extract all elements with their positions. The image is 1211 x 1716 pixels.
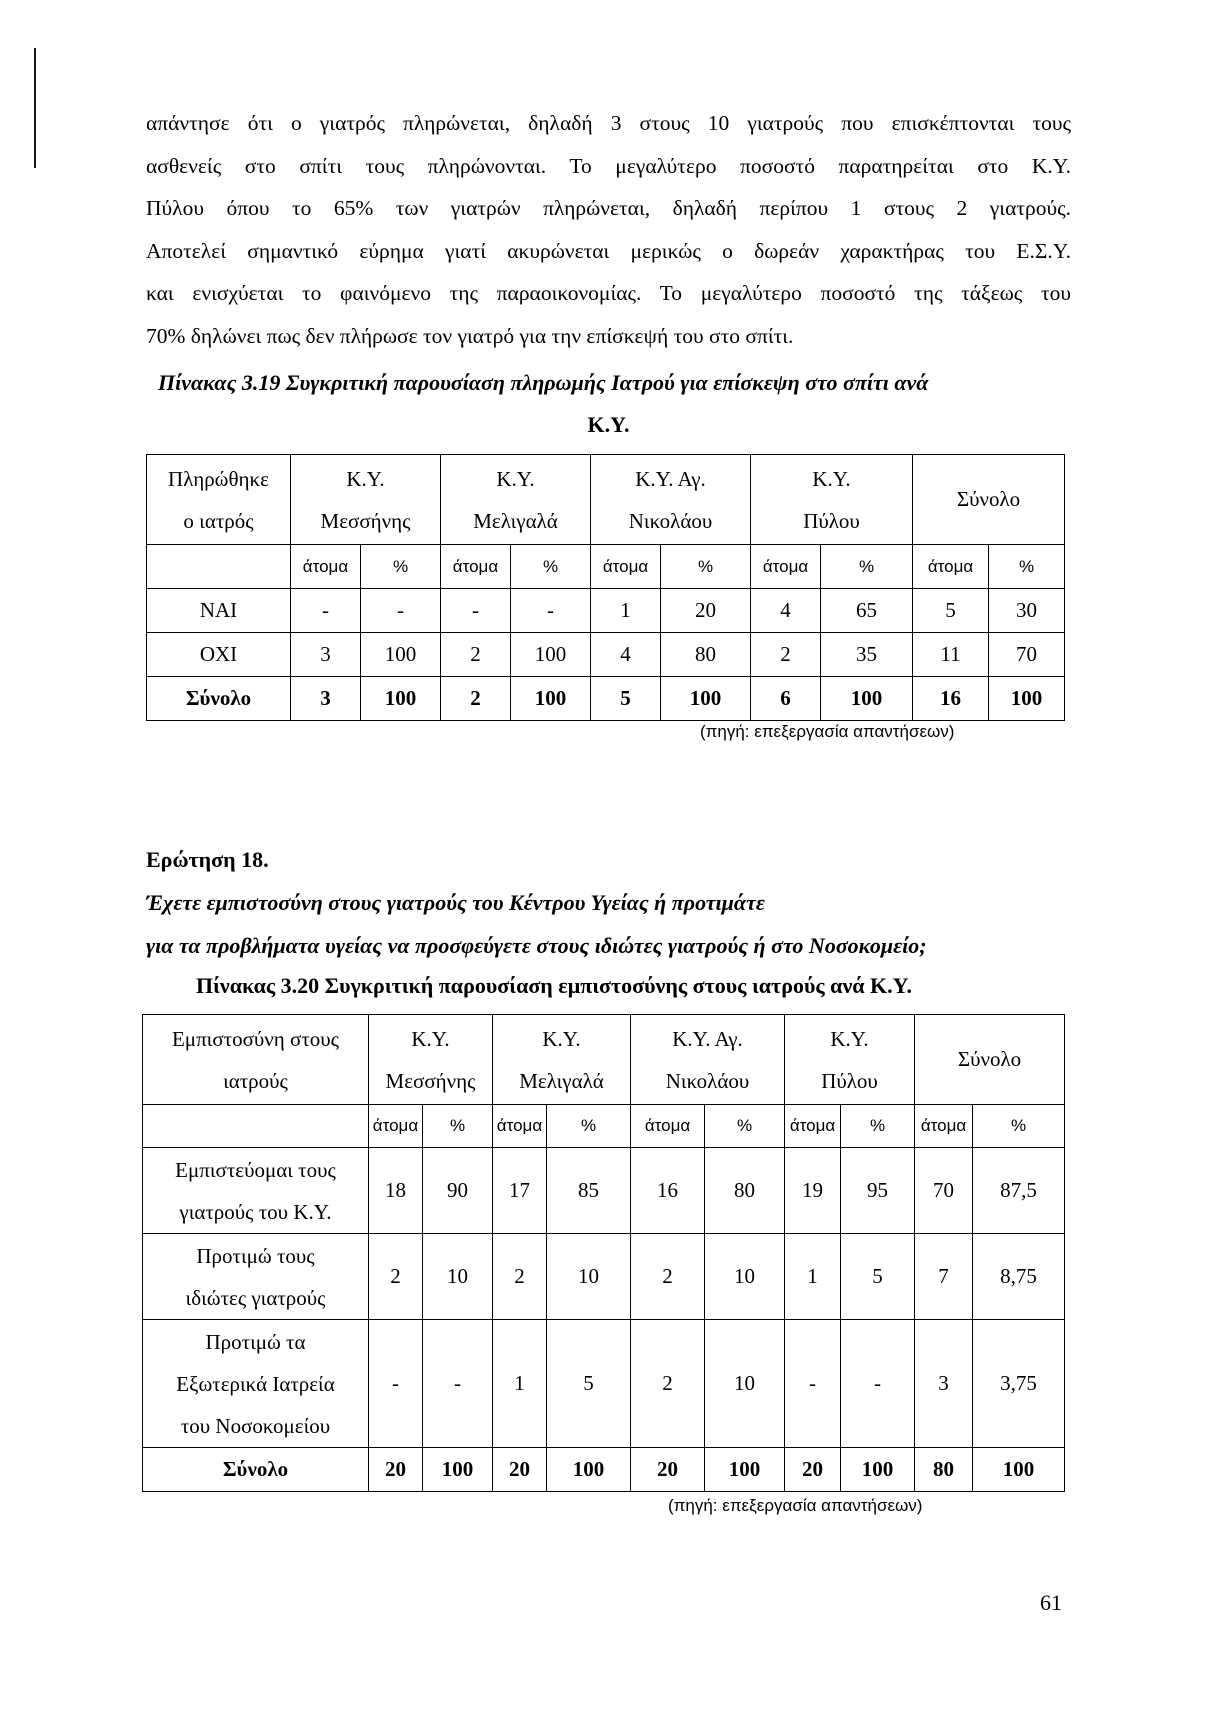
table-cell: 2	[631, 1234, 705, 1320]
table-cell: 20	[785, 1448, 841, 1492]
unit-cell: άτομα	[631, 1105, 705, 1148]
unit-cell: άτομα	[591, 545, 661, 589]
table-cell: 87,5	[973, 1148, 1065, 1234]
unit-cell: %	[661, 545, 751, 589]
table2	[142, 1014, 1065, 1492]
table2-units-empty	[143, 1105, 369, 1148]
table-cell: 90	[423, 1148, 493, 1234]
table1-header-group: Κ.Υ. Μεσσήνης	[291, 455, 441, 545]
paragraph-line: Αποτελεί σημαντικό εύρημα γιατί ακυρώνεται μερικώς ο δωρεάν χαρακτήρας του Ε.Σ.Υ.	[146, 238, 1071, 263]
table-cell: 70	[989, 633, 1065, 677]
unit-cell: άτομα	[441, 545, 511, 589]
table-cell: 80	[661, 633, 751, 677]
table-row-total	[147, 677, 1065, 721]
table2-header-group: Κ.Υ. Πύλου	[785, 1015, 915, 1105]
table-cell: 5	[547, 1320, 631, 1448]
table-cell: 100	[841, 1448, 915, 1492]
row-label: Εμπιστεύομαι τους γιατρούς του Κ.Υ.	[143, 1148, 369, 1234]
unit-cell: άτομα	[493, 1105, 547, 1148]
table-row	[143, 1148, 1065, 1234]
table-cell: 2	[751, 633, 821, 677]
table-cell: 10	[423, 1234, 493, 1320]
table-cell: 80	[915, 1448, 973, 1492]
question-line1	[146, 838, 1071, 924]
table1-header-label: Πληρώθηκε ο ιατρός	[147, 455, 291, 545]
table-row	[143, 1234, 1065, 1320]
unit-cell: %	[973, 1105, 1065, 1148]
table-cell: 100	[705, 1448, 785, 1492]
unit-cell: %	[705, 1105, 785, 1148]
table2-units-row	[143, 1105, 1065, 1148]
table1-caption	[158, 370, 1058, 396]
table-cell: 17	[493, 1148, 547, 1234]
table2-header-total: Σύνολο	[915, 1015, 1065, 1105]
row-label: Προτιμώ τα Εξωτερικά Ιατρεία του Νοσοκομείου	[143, 1320, 369, 1448]
question-18	[146, 838, 1071, 967]
row-label: Σύνολο	[147, 677, 291, 721]
table2-caption: Πίνακας 3.20 Συγκριτική παρουσίαση εμπιστοσύνης στους ιατρούς ανά Κ.Υ.	[196, 973, 913, 998]
table-cell: 100	[511, 677, 591, 721]
question-text-line2: για τα προβλήματα υγείας να προσφεύγετε στους ιδιώτες γιατρούς ή στο Νοσοκομείο;	[146, 933, 927, 958]
paragraph-line: 70% δηλώνει πως δεν πλήρωσε τον γιατρό για την επίσκεψή του στο σπίτι.	[146, 323, 794, 348]
table-cell: 30	[989, 589, 1065, 633]
table-cell: 100	[361, 633, 441, 677]
table-cell: 10	[547, 1234, 631, 1320]
table-cell: 19	[785, 1148, 841, 1234]
unit-cell: %	[989, 545, 1065, 589]
table2-header-group: Κ.Υ. Μεσσήνης	[369, 1015, 493, 1105]
table2-header-group: Κ.Υ. Μελιγαλά	[493, 1015, 631, 1105]
table-cell: -	[441, 589, 511, 633]
unit-cell: %	[547, 1105, 631, 1148]
table-cell: -	[423, 1320, 493, 1448]
table-cell: 5	[913, 589, 989, 633]
table-cell: -	[841, 1320, 915, 1448]
table1-units-row	[147, 545, 1065, 589]
margin-rule	[34, 48, 36, 168]
table2-header-label: Εμπιστοσύνη στους ιατρούς	[143, 1015, 369, 1105]
table-cell: -	[369, 1320, 423, 1448]
table-cell: 85	[547, 1148, 631, 1234]
table-cell: 20	[631, 1448, 705, 1492]
table1-source: (πηγή: επεξεργασία απαντήσεων)	[700, 722, 955, 741]
question-label: Ερώτηση 18.	[146, 847, 269, 872]
table-row	[147, 633, 1065, 677]
table-cell: 70	[915, 1148, 973, 1234]
row-label: Προτιμώ τους ιδιώτες γιατρούς	[143, 1234, 369, 1320]
unit-cell: άτομα	[913, 545, 989, 589]
table1-header-group: Κ.Υ. Αγ. Νικολάου	[591, 455, 751, 545]
page-number: 61	[1040, 1590, 1062, 1615]
unit-cell: %	[821, 545, 913, 589]
table-cell: 4	[591, 633, 661, 677]
unit-cell: άτομα	[291, 545, 361, 589]
table-cell: 18	[369, 1148, 423, 1234]
paragraph-line: απάντησε ότι ο γιατρός πληρώνεται, δηλαδή 3 στους 10 γιατρούς που επισκέπτονται τους	[146, 111, 1071, 135]
table-cell: -	[291, 589, 361, 633]
table-cell: 6	[751, 677, 821, 721]
table1-header-row	[147, 455, 1065, 545]
table-cell: 20	[369, 1448, 423, 1492]
table-cell: 5	[841, 1234, 915, 1320]
table-cell: 8,75	[973, 1234, 1065, 1320]
table1-header-group: Κ.Υ. Μελιγαλά	[441, 455, 591, 545]
table-cell: 4	[751, 589, 821, 633]
paragraph-line: και ενισχύεται το φαινόμενο της παραοικονομίας. Το μεγαλύτερο ποσοστό της τάξεως του	[146, 281, 1071, 305]
table-cell: 10	[705, 1234, 785, 1320]
table-cell: 100	[361, 677, 441, 721]
table1-caption-line1: Πίνακας 3.19 Συγκριτική παρουσίαση πληρωμής Ιατρού για επίσκεψη στο σπίτι ανά	[158, 370, 929, 395]
row-label: ΟΧΙ	[147, 633, 291, 677]
table-cell: 20	[493, 1448, 547, 1492]
unit-cell: άτομα	[785, 1105, 841, 1148]
table-cell: 2	[493, 1234, 547, 1320]
table-row-total	[143, 1448, 1065, 1492]
table-cell: 2	[441, 677, 511, 721]
table-cell: 3	[291, 633, 361, 677]
table-cell: 3	[291, 677, 361, 721]
paragraph-line: ασθενείς στο σπίτι τους πληρώνονται. Το μεγαλύτερο ποσοστό παρατηρείται στο Κ.Υ.	[146, 153, 1071, 178]
table-cell: 2	[441, 633, 511, 677]
question-text-line1: Έχετε εμπιστοσύνη στους γιατρούς του Κέντρου Υγείας ή προτιμάτε	[146, 890, 765, 915]
table1-header-group: Κ.Υ. Πύλου	[751, 455, 913, 545]
table-cell: 100	[821, 677, 913, 721]
table-cell: -	[511, 589, 591, 633]
table-cell: 16	[631, 1148, 705, 1234]
table-cell: 100	[423, 1448, 493, 1492]
unit-cell: %	[423, 1105, 493, 1148]
table2-header-group: Κ.Υ. Αγ. Νικολάου	[631, 1015, 785, 1105]
table-cell: 11	[913, 633, 989, 677]
table-cell: 80	[705, 1148, 785, 1234]
table2-header-row	[143, 1015, 1065, 1105]
unit-cell: %	[511, 545, 591, 589]
table-cell: 16	[913, 677, 989, 721]
table-cell: 100	[661, 677, 751, 721]
table-cell: 35	[821, 633, 913, 677]
table1-units-empty	[147, 545, 291, 589]
table-cell: 65	[821, 589, 913, 633]
unit-cell: %	[361, 545, 441, 589]
table2-source: (πηγή: επεξεργασία απαντήσεων)	[668, 1496, 923, 1515]
paragraph-line: Πύλου όπου το 65% των γιατρών πληρώνεται, δηλαδή περίπου 1 στους 2 γιατρούς.	[146, 196, 1071, 220]
row-label: Σύνολο	[143, 1448, 369, 1492]
table1-header-total: Σύνολο	[913, 455, 1065, 545]
table-cell: 2	[369, 1234, 423, 1320]
table-cell: 100	[989, 677, 1065, 721]
table-cell: -	[785, 1320, 841, 1448]
table-cell: 5	[591, 677, 661, 721]
table-cell: 20	[661, 589, 751, 633]
table-cell: 100	[973, 1448, 1065, 1492]
unit-cell: άτομα	[915, 1105, 973, 1148]
body-paragraph	[146, 102, 1071, 357]
unit-cell: άτομα	[369, 1105, 423, 1148]
table-cell: 100	[511, 633, 591, 677]
table-row	[143, 1320, 1065, 1448]
table-cell: 3,75	[973, 1320, 1065, 1448]
table-cell: 1	[493, 1320, 547, 1448]
table-cell: -	[361, 589, 441, 633]
row-label: ΝΑΙ	[147, 589, 291, 633]
table-cell: 95	[841, 1148, 915, 1234]
unit-cell: %	[841, 1105, 915, 1148]
table-cell: 1	[785, 1234, 841, 1320]
table-cell: 100	[547, 1448, 631, 1492]
table-cell: 2	[631, 1320, 705, 1448]
table-cell: 7	[915, 1234, 973, 1320]
table1-caption-line2: Κ.Υ.	[587, 412, 630, 437]
table-cell: 10	[705, 1320, 785, 1448]
table1	[146, 454, 1065, 721]
table-cell: 3	[915, 1320, 973, 1448]
unit-cell: άτομα	[751, 545, 821, 589]
table-row	[147, 589, 1065, 633]
table-cell: 1	[591, 589, 661, 633]
